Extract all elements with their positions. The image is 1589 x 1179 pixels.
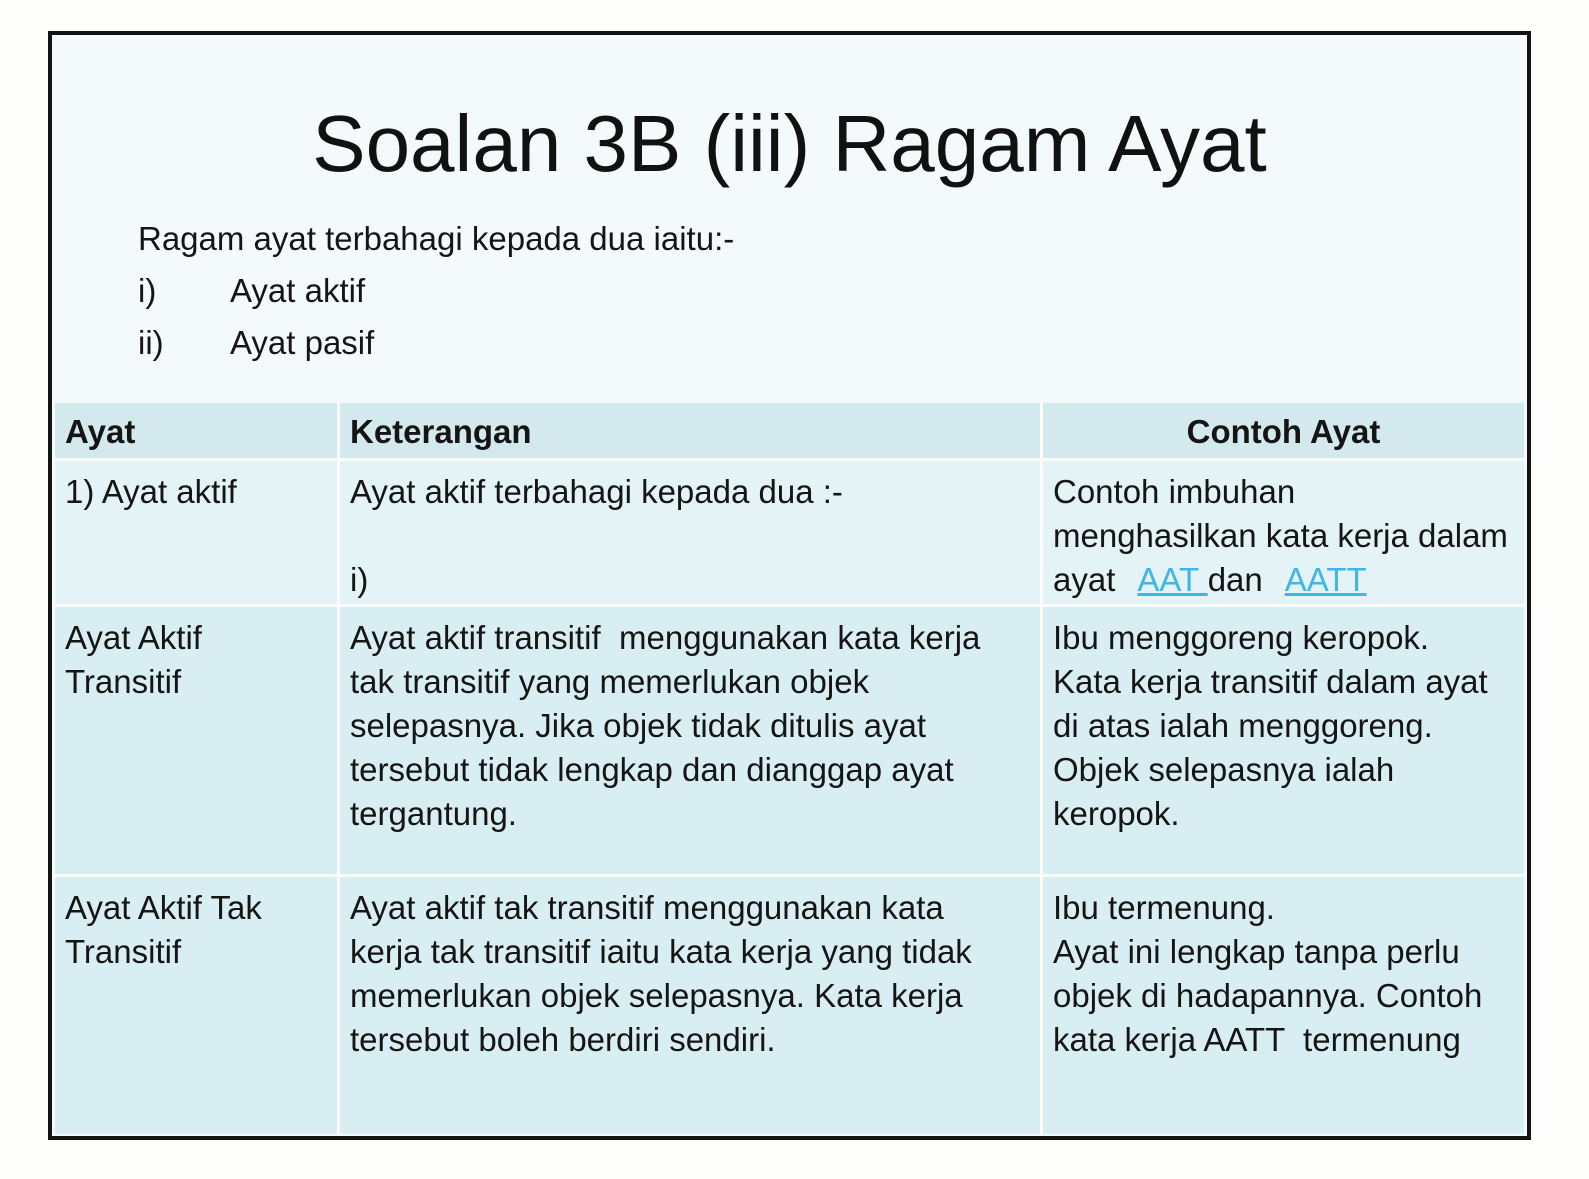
cell-line: Ibu menggoreng keropok. bbox=[1053, 619, 1430, 656]
row1-ayat-cell bbox=[55, 461, 337, 604]
sub-list-item bbox=[350, 514, 1040, 598]
cell-line: Kata kerja transitif dalam ayat bbox=[1053, 663, 1488, 700]
aat-link[interactable]: AAT bbox=[1137, 561, 1208, 598]
cell-line: keropok. bbox=[1053, 795, 1180, 832]
cell-line: tersebut tidak lengkap dan dianggap ayat bbox=[350, 751, 954, 788]
row3-ayat-cell bbox=[55, 877, 337, 1134]
cell-line-with-links bbox=[1053, 558, 1524, 602]
cell-line: tergantung. bbox=[350, 795, 517, 832]
cell-line: Ayat ini lengkap tanpa perlu bbox=[1053, 933, 1460, 970]
header-label: Contoh Ayat bbox=[1186, 413, 1381, 450]
cell-line: selepasnya. Jika objek tidak ditulis ayat bbox=[350, 707, 926, 744]
cell-line: Ayat aktif tak transitif menggunakan kata bbox=[350, 889, 944, 926]
cell-line: Ayat Aktif bbox=[65, 619, 202, 656]
intro-text: Ragam ayat terbahagi kepada dua iaitu:- bbox=[138, 220, 735, 257]
cell-line: tak transitif yang memerlukan objek bbox=[350, 663, 870, 700]
list-text bbox=[415, 602, 766, 604]
cell-line: Ayat aktif terbahagi kepada dua :- bbox=[350, 473, 843, 510]
row1-keterangan-cell bbox=[340, 461, 1040, 604]
cell-line: Contoh imbuhan bbox=[1053, 473, 1296, 510]
sub-list-item bbox=[350, 558, 1040, 602]
cell-line: Ayat Aktif Tak bbox=[65, 889, 262, 926]
row3-contoh-cell bbox=[1043, 877, 1524, 1134]
cell-word: dan bbox=[1207, 561, 1263, 598]
page-title: Soalan 3B (iii) Ragam Ayat bbox=[312, 99, 1267, 188]
cell-line: di atas ialah menggoreng. bbox=[1053, 707, 1433, 744]
intro-list-item bbox=[138, 317, 738, 369]
cell-line: Transitif bbox=[65, 933, 182, 970]
list-marker: ii) bbox=[138, 324, 164, 361]
cell-line: Transitif bbox=[65, 663, 182, 700]
row3-keterangan-cell bbox=[340, 877, 1040, 1134]
list-marker: i) bbox=[138, 272, 157, 309]
list-marker: i) bbox=[350, 561, 369, 598]
cell-line: Ayat aktif transitif menggunakan kata kerja bbox=[350, 619, 981, 656]
cell-line: Ibu termenung. bbox=[1053, 889, 1275, 926]
row2-ayat-cell bbox=[55, 607, 337, 874]
aatt-link[interactable]: AATT bbox=[1284, 561, 1367, 598]
list-marker bbox=[350, 602, 376, 604]
list-label: Ayat pasif bbox=[230, 324, 375, 361]
cell-line: objek di hadapannya. Contoh bbox=[1053, 977, 1483, 1014]
cell-line: kerja tak transitif iaitu kata kerja yang tidak bbox=[350, 933, 972, 970]
row2-keterangan-cell bbox=[340, 607, 1040, 874]
row1-contoh-cell bbox=[1043, 461, 1524, 604]
cell-line: Objek selepasnya ialah bbox=[1053, 751, 1395, 788]
cell-line: tersebut boleh berdiri sendiri. bbox=[350, 1021, 776, 1058]
cell-line: memerlukan objek selepasnya. Kata kerja bbox=[350, 977, 963, 1014]
header-keterangan bbox=[340, 403, 1040, 458]
header-contoh-ayat bbox=[1043, 403, 1524, 458]
ragam-ayat-table bbox=[55, 403, 1524, 1134]
cell-line: kata kerja AATT termenung bbox=[1053, 1021, 1461, 1058]
list-label: Ayat aktif bbox=[230, 272, 366, 309]
row2-contoh-cell bbox=[1043, 607, 1524, 874]
cell-line: 1) Ayat aktif bbox=[65, 473, 237, 510]
header-ayat bbox=[55, 403, 337, 458]
cell-line: menghasilkan kata kerja dalam bbox=[1053, 517, 1508, 554]
cell-word: ayat bbox=[1053, 561, 1116, 598]
header-label: Ayat bbox=[65, 413, 136, 450]
intro-list-item bbox=[138, 265, 738, 317]
header-label: Keterangan bbox=[350, 413, 532, 450]
